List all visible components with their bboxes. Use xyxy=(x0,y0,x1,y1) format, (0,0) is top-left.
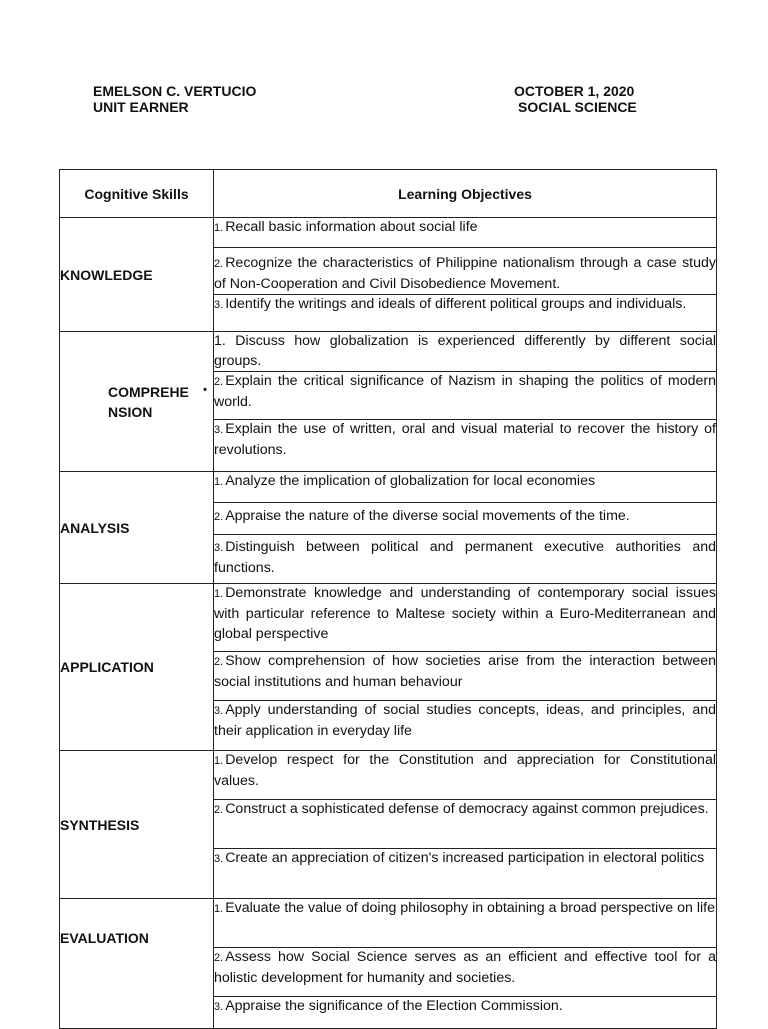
objective-cell xyxy=(214,652,717,701)
skill-cell: ANALYSIS xyxy=(60,472,214,584)
objective-text: Demonstrate knowledge and understanding of contemporary social issues with particular reference to Maltese society within a Euro-Mediterranean and global perspective xyxy=(214,585,716,642)
objective-number: 3. xyxy=(214,705,224,718)
skill-cell-content xyxy=(60,382,213,422)
objective-cell xyxy=(214,535,717,584)
objective-cell xyxy=(214,472,717,503)
header-right xyxy=(514,83,637,115)
objective-text: Appraise the nature of the diverse social movements of the time. xyxy=(225,508,630,525)
objective-number: 3. xyxy=(214,853,224,866)
objective-cell xyxy=(214,849,717,899)
objective-number: 1. xyxy=(214,476,224,489)
objective-number: 2. xyxy=(214,258,224,270)
objective-text: Recognize the characteristics of Philippine nationalism through a case study of Non-Cooperation and Civil Disobedience Movement. xyxy=(214,255,716,292)
skill-cell: SYNTHESIS xyxy=(60,751,214,899)
author-name: EMELSON C. VERTUCIO xyxy=(93,83,257,99)
objective-text: Apply understanding of social studies concepts, ideas, and principles, and their application in everyday life xyxy=(214,702,716,739)
objective-number: 1. xyxy=(214,903,224,916)
objective-text: Identify the writings and ideals of different political groups and individuals. xyxy=(225,296,687,313)
objective-cell xyxy=(214,218,717,248)
table-row xyxy=(60,751,717,800)
objective-text: Recall basic information about social life xyxy=(225,219,478,235)
objective-number: 1. xyxy=(214,222,224,234)
skill-cell: KNOWLEDGE xyxy=(60,218,214,332)
objective-number: 3. xyxy=(214,299,224,312)
objective-cell xyxy=(214,997,717,1029)
objective-cell xyxy=(214,800,717,849)
col-header-objectives: Learning Objectives xyxy=(214,170,717,218)
table-row xyxy=(60,899,717,948)
objective-number: 2. xyxy=(214,952,224,965)
objective-text: Show comprehension of how societies arise from the interaction between social institutions and human behaviour xyxy=(214,653,716,690)
objective-cell xyxy=(214,372,717,420)
bullet-icon: • xyxy=(203,383,207,396)
table-header-row xyxy=(60,170,717,218)
objective-number: 2. xyxy=(214,656,224,669)
skill-cell: EVALUATION xyxy=(60,899,214,1029)
skill-label-line2: NSION xyxy=(108,403,153,420)
table-row xyxy=(60,584,717,652)
objective-number: 3. xyxy=(214,1001,224,1014)
objective-cell xyxy=(214,332,717,372)
objective-cell xyxy=(214,584,717,652)
document-subject: SOCIAL SCIENCE xyxy=(518,99,637,115)
objective-cell xyxy=(214,503,717,535)
objective-text: Evaluate the value of doing philosophy in obtaining a broad perspective on life xyxy=(225,900,715,917)
objective-text: Distinguish between political and permanent executive authorities and functions. xyxy=(214,539,716,576)
skill-cell: APPLICATION xyxy=(60,584,214,751)
table-row xyxy=(60,472,717,503)
objectives-table xyxy=(59,169,717,1029)
objective-cell xyxy=(214,295,717,332)
document-date: OCTOBER 1, 2020 xyxy=(514,83,635,99)
table-row xyxy=(60,332,717,372)
col-header-skills: Cognitive Skills xyxy=(60,170,214,218)
objective-cell xyxy=(214,899,717,948)
objective-number: 2. xyxy=(214,511,224,524)
objective-text: Create an appreciation of citizen's increased participation in electoral politics xyxy=(225,850,705,867)
objective-text: Develop respect for the Constitution and appreciation for Constitutional values. xyxy=(214,752,716,789)
objective-cell xyxy=(214,248,717,295)
objective-cell xyxy=(214,701,717,751)
objective-number: 1. xyxy=(214,755,224,768)
objective-cell xyxy=(214,420,717,472)
objective-text: Assess how Social Science serves as an efficient and effective tool for a holistic development for humanity and societies. xyxy=(214,949,716,986)
table-row xyxy=(60,218,717,248)
objective-text: Construct a sophisticated defense of democracy against common prejudices. xyxy=(225,801,709,818)
author-role: UNIT EARNER xyxy=(93,99,189,115)
objective-number: 2. xyxy=(214,804,224,817)
objective-text: Explain the use of written, oral and visual material to recover the history of revolutions. xyxy=(214,421,716,458)
objective-cell xyxy=(214,751,717,800)
skill-label xyxy=(60,382,213,422)
objective-text: Explain the critical significance of Nazism in shaping the politics of modern world. xyxy=(214,373,716,410)
objective-number: 3. xyxy=(214,424,224,437)
header-left xyxy=(93,83,256,115)
objective-text: Analyze the implication of globalization for local economies xyxy=(225,473,596,490)
objective-text: Appraise the significance of the Election Commission. xyxy=(225,998,563,1015)
objective-number: 3. xyxy=(214,542,224,555)
objective-number: 2. xyxy=(214,376,224,389)
objective-text: 1. Discuss how globalization is experienced differently by different social groups. xyxy=(214,333,716,369)
objective-cell xyxy=(214,948,717,997)
skill-label-line1: COMPREHE xyxy=(108,383,189,400)
objective-number: 1. xyxy=(214,588,224,601)
skill-cell xyxy=(60,332,214,472)
